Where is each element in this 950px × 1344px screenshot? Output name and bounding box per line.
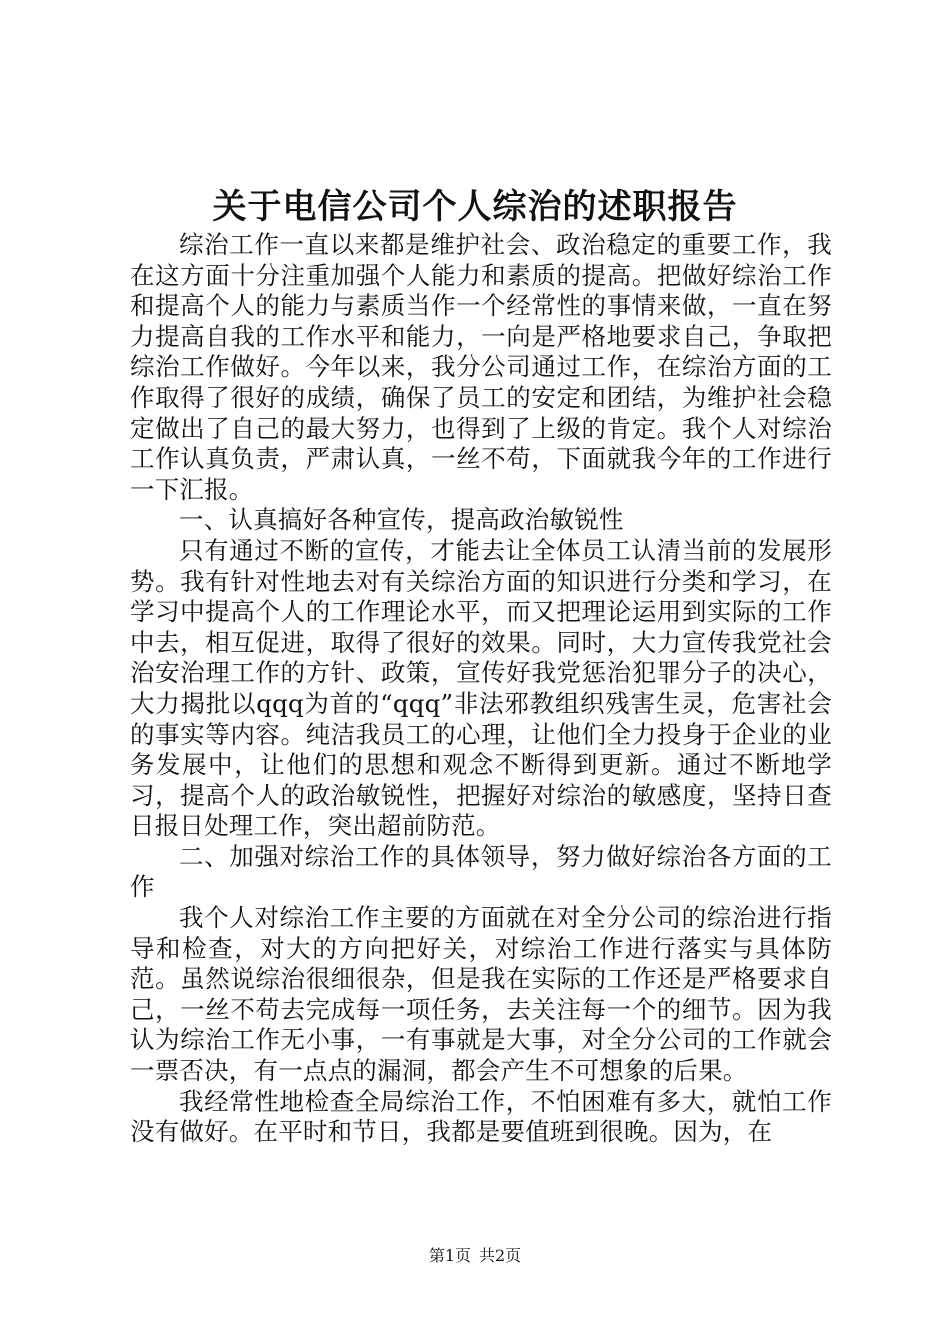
page-footer xyxy=(0,1245,950,1267)
section-heading-2: 二、加强对综治工作的具体领导，努力做好综治各方面的工作 xyxy=(130,841,832,902)
document-title: 关于电信公司个人综治的述职报告 xyxy=(212,187,738,227)
document-body xyxy=(130,230,832,1148)
page-total: 共2页 xyxy=(479,1246,522,1265)
paragraph-section-2: 我个人对综治工作主要的方面就在对全分公司的综治进行指导和检查，对大的方向把好关，对综治工作进行落实与具体防范。虽然说综治很细很杂，但是我在实际的工作还是严格要求自己，一丝不苟去完成每一项任务，去关注每一个的细节。因为我认为综治工作无小事，一有事就是大事，对全分公司的工作就会一票否决，有一点点的漏洞，都会产生不可想象的后果。 xyxy=(130,903,832,1086)
paragraph-section-1: 只有通过不断的宣传，才能去让全体员工认清当前的发展形势。我有针对性地去对有关综治方面的知识进行分类和学习，在学习中提高个人的工作理论水平，而又把理论运用到实际的工作中去，相互促进，取得了很好的效果。同时，大力宣传我党社会治安治理工作的方针、政策，宣传好我党惩治犯罪分子的决心，大力揭批以qqq为首的“qqq”非法邪教组织残害生灵，危害社会的事实等内容。纯洁我员工的心理，让他们全力投身于企业的业务发展中，让他们的思想和观念不断得到更新。通过不断地学习，提高个人的政治敏锐性，把握好对综治的敏感度，坚持日查日报日处理工作，突出超前防范。 xyxy=(130,535,832,841)
paragraph-intro: 综治工作一直以来都是维护社会、政治稳定的重要工作，我在这方面十分注重加强个人能力和素质的提高。把做好综治工作和提高个人的能力与素质当作一个经常性的事情来做，一直在努力提高自我的工作水平和能力，一向是严格地要求自己，争取把综治工作做好。今年以来，我分公司通过工作，在综治方面的工作取得了很好的成绩，确保了员工的安定和团结，为维护社会稳定做出了自己的最大努力，也得到了上级的肯定。我个人对综治工作认真负责，严肃认真，一丝不苟，下面就我今年的工作进行一下汇报。 xyxy=(130,230,832,504)
paragraph-section-2-continued: 我经常性地检查全局综治工作，不怕困难有多大，就怕工作没有做好。在平时和节日，我都是要值班到很晚。因为，在 xyxy=(130,1086,832,1147)
page-number: 第1页 xyxy=(428,1246,471,1265)
section-heading-1: 一、认真搞好各种宣传，提高政治敏锐性 xyxy=(179,505,624,535)
